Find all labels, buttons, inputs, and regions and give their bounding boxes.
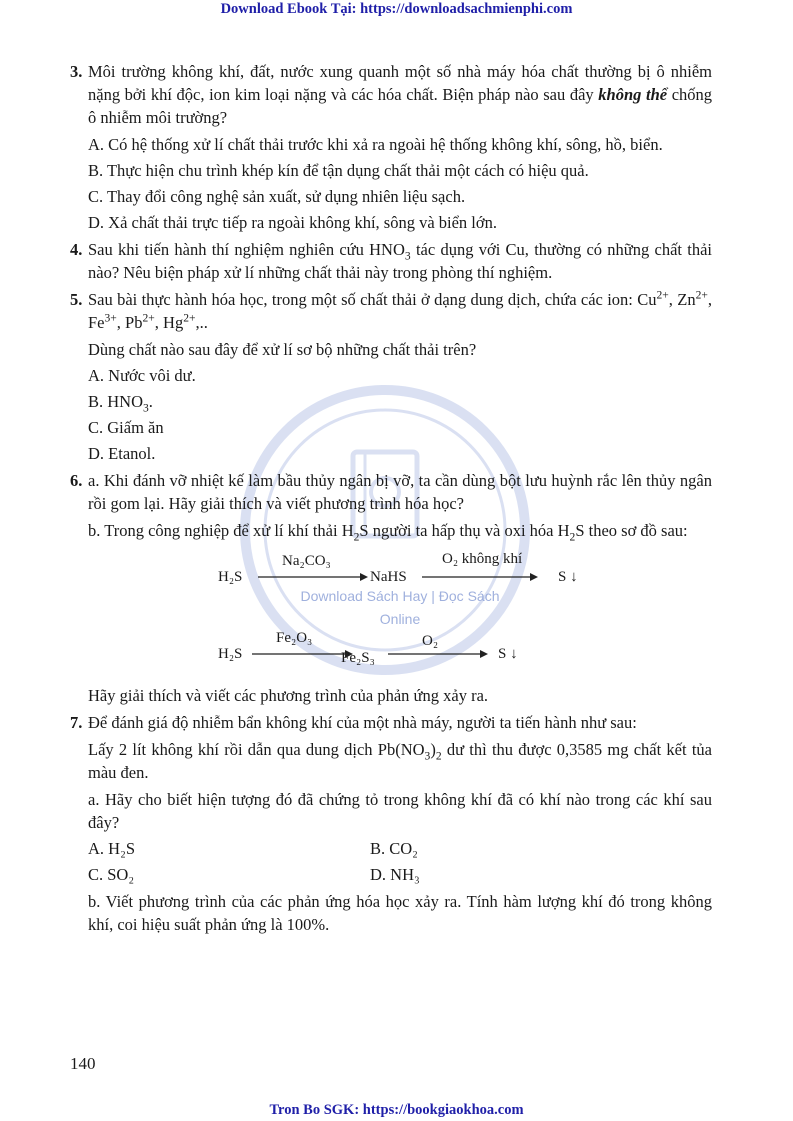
scheme1-end: S ↓	[558, 569, 578, 585]
ion-charge: 3+	[104, 312, 117, 325]
scheme1-start: H₂S	[218, 569, 243, 585]
question-5	[70, 288, 712, 334]
option-b	[70, 390, 712, 413]
ion: Pb	[125, 313, 143, 332]
ion-list: $Cu^{2+}$, $Zn^{2+}$, $Fe^{3+}$, $Pb^{2+}$, $Hg^{2+}$,..	[88, 289, 712, 332]
option-b: B. Thực hiện chu trình khép kín để tận dụng chất thải một cách có hiệu quả.	[88, 161, 589, 180]
option-d: D. Etanol.	[88, 444, 156, 463]
question-explain: Hãy giải thích và viết các phương trình của phản ứng xảy ra.	[88, 686, 489, 705]
question-number: 4.	[70, 240, 83, 259]
page-number: 140	[70, 1054, 96, 1073]
question-prompt: Dùng chất nào sau đây để xử lí sơ bộ những chất thải trên?	[88, 340, 477, 359]
subscript: 3	[424, 750, 431, 763]
question-part-a: a. Hãy cho biết hiện tượng đó đã chứng tỏ trong không khí đã có khí nào trong các khí sau đây?	[88, 790, 712, 832]
ion-charge: 2+	[183, 312, 196, 325]
option-c: C. SO₂	[88, 865, 135, 884]
option-c: C. Giấm ăn	[88, 418, 164, 437]
part-b-text-mid: S người ta hấp thụ và oxi hóa H	[359, 521, 570, 540]
part-b-text-end: S theo sơ đồ sau:	[575, 521, 688, 540]
question-text: Sau khi tiến hành thí nghiệm nghiên cứu HNO	[88, 240, 405, 259]
question-emphasis: không thể	[598, 85, 668, 104]
question-number: 6.	[70, 471, 83, 490]
question-number: 5.	[70, 290, 83, 309]
question-number: 7.	[70, 713, 83, 732]
page-header-link[interactable]: Download Ebook Tại: https://downloadsachmienphi.com	[220, 1, 573, 17]
option-b-end: .	[148, 392, 153, 411]
option-a: A. H₂S	[88, 839, 136, 858]
question-text-end: tác dụng với Cu, thường có những chất thải nào? Nêu biện pháp xử lí những chất thải này trong phòng thí nghiệm.	[88, 240, 713, 282]
question-6	[70, 469, 712, 515]
question-intro: Để đánh giá độ nhiễm bẩn không khí của một nhà máy, người ta tiến hành như sau:	[88, 713, 637, 732]
subscript: 2	[569, 531, 576, 544]
scheme2-start: H₂S	[218, 646, 243, 662]
option-a: A. Nước vôi dư.	[88, 366, 196, 385]
options-row	[70, 837, 712, 860]
option-d: D. Xả chất thải trực tiếp ra ngoài không khí, sông và biển lớn.	[88, 213, 497, 232]
question-7	[70, 711, 712, 734]
question-3	[70, 60, 712, 129]
question-text-end: chống ô nhiễm môi trường?	[88, 85, 713, 127]
question-part-b	[70, 519, 712, 542]
question-part-b: b. Viết phương trình của các phản ứng hóa học xảy ra. Tính hàm lượng khí đó trong không khí, coi hiệu suất phản ứng là 100%.	[88, 892, 712, 934]
subscript: 3	[404, 250, 411, 263]
reaction-scheme	[70, 550, 712, 678]
question-text: Sau bài thực hành hóa học, trong một số chất thải ở dạng dung dịch, chứa các ion:	[88, 290, 633, 309]
question-text: Môi trường không khí, đất, nước xung quanh một số nhà máy hóa chất thường bị ô nhiễm nặng bởi khí độc, ion kim loại nặng và các hóa chất. Biện pháp nào sau đây	[88, 62, 712, 104]
procedure-text-end: dư thì thu được 0,3585 mg chất kết tủa màu đen.	[88, 740, 712, 782]
scheme1-reagent1: Na₂CO₃	[282, 553, 331, 569]
option-c: C. Thay đổi công nghệ sản xuất, sử dụng nhiên liệu sạch.	[88, 187, 466, 206]
scheme2-mid: Fe₂S₃	[341, 650, 375, 666]
option-d: D. NH₃	[370, 865, 420, 884]
question-part-a: a. Khi đánh vỡ nhiệt kế làm bầu thủy ngân bị vỡ, ta cần dùng bột lưu huỳnh rắc lên thủy ngân rồi gom lại. Hãy giải thích và viết phương trình hóa học?	[88, 471, 712, 513]
question-procedure	[70, 738, 712, 784]
page-footer-link[interactable]: Tron Bo SGK: https://bookgiaokhoa.com	[269, 1102, 524, 1118]
question-4	[70, 238, 712, 284]
options-row	[70, 863, 712, 886]
ion-charge: 2+	[695, 289, 708, 302]
option-a: A. Có hệ thống xử lí chất thải trước khi xả ra ngoài hệ thống không khí, sông, hồ, biển.	[88, 135, 663, 154]
ion-tail: ,..	[195, 313, 208, 332]
subscript: 2	[435, 750, 442, 763]
scheme2-reagent1: Fe₂O₃	[276, 630, 313, 646]
option-b-text: B. HNO	[88, 392, 144, 411]
scheme2-reagent2: O₂	[422, 633, 439, 649]
ion: Fe	[88, 313, 105, 332]
option-b: B. CO₂	[370, 839, 418, 858]
scheme1-reagent2: O₂ không khí	[442, 551, 523, 567]
scheme2-end: S ↓	[498, 646, 518, 662]
procedure-bracket: )	[430, 740, 436, 759]
ion-charge: 2+	[142, 312, 155, 325]
procedure-text: Lấy 2 lít không khí rồi dẫn qua dung dịch Pb(NO	[88, 740, 425, 759]
question-number: 3.	[70, 62, 83, 81]
ion: Zn	[677, 290, 696, 309]
scheme1-mid: NaHS	[370, 569, 407, 585]
part-b-text: b. Trong công nghiệp để xử lí khí thải H	[88, 521, 354, 540]
subscript: 2	[353, 531, 360, 544]
subscript: 3	[143, 402, 149, 415]
ion: Cu	[637, 290, 657, 309]
watermark-text: Download Sách Hay | Đọc Sách Online	[300, 588, 500, 627]
document-body	[70, 60, 712, 936]
ion-charge: 2+	[656, 289, 669, 302]
ion: Hg	[163, 313, 184, 332]
